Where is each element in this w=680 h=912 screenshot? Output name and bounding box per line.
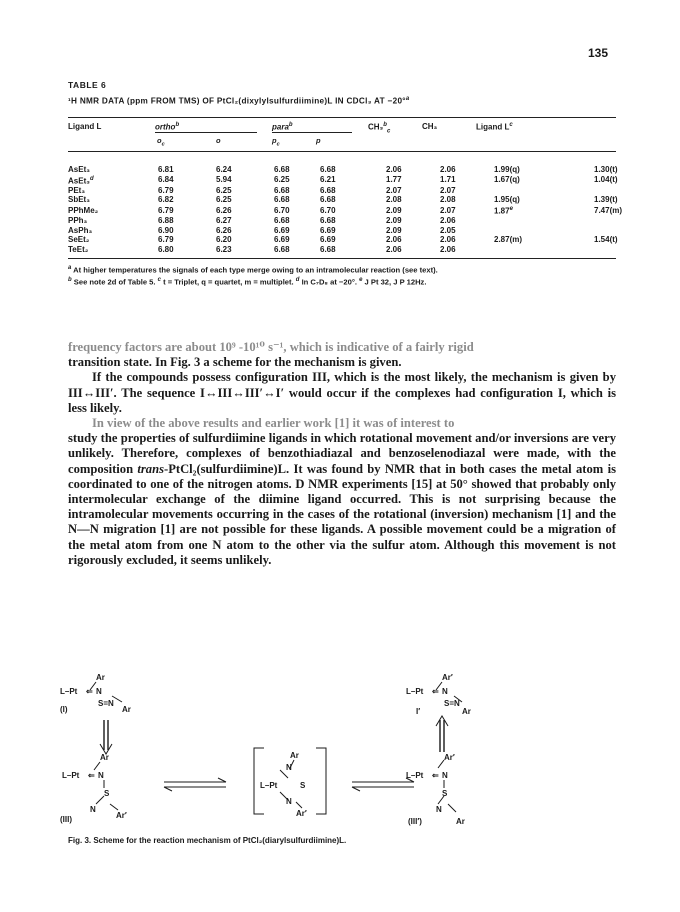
cell-ligand-value: AsPh₃ [68, 225, 93, 235]
subheader-p: p [316, 136, 321, 145]
cell-pc [274, 165, 320, 175]
cell-l1-value: 1.87 [494, 206, 510, 216]
cell-ch3c [386, 226, 440, 236]
scheme-Iprime-lpt: L–Pt [406, 687, 424, 696]
cell-ch3c-value: 2.09 [386, 225, 402, 235]
cell-ch3c [386, 216, 440, 226]
footnote-e-text: J Pt 32, J P 12Hz. [362, 277, 427, 287]
cell-oc-value: 6.82 [158, 195, 174, 205]
header-ch3c [368, 122, 390, 134]
body-text [68, 340, 616, 568]
footnote-b-sup: b [68, 277, 72, 283]
cell-ch3-value: 2.06 [440, 235, 456, 245]
cell-p [320, 216, 386, 226]
footnote-b-text: See note 2d of Table 5. [71, 277, 158, 287]
table-row [68, 235, 622, 245]
cell-ch3 [440, 226, 494, 236]
table-label: TABLE 6 [68, 80, 107, 90]
cell-ch3c [386, 165, 440, 175]
cell-pc-value: 6.68 [274, 195, 290, 205]
cell-ligand-value: SbEt₃ [68, 195, 90, 205]
reaction-scheme [52, 668, 632, 828]
cell-l1 [494, 175, 594, 186]
scheme-III-s: S [104, 789, 110, 798]
cell-l2-value: 1.54(t) [594, 235, 618, 245]
cell-ch3 [440, 195, 494, 205]
cell-pc-value: 6.68 [274, 245, 290, 255]
eq-arrow-top-head [218, 778, 226, 782]
cell-o-value: 6.25 [216, 195, 232, 205]
cell-l2-value: 1.39(t) [594, 195, 618, 205]
cell-ch3-value: 2.05 [440, 225, 456, 235]
cell-ch3-value: 2.06 [440, 216, 456, 226]
cell-ch3c [386, 235, 440, 245]
cell-o [216, 235, 274, 245]
cell-o [216, 195, 274, 205]
footnote-d-sup: d [295, 277, 300, 283]
scheme-III-n: N [98, 771, 104, 780]
cell-p [320, 195, 386, 205]
cell-p-value: 6.68 [320, 195, 336, 205]
scheme-Iprime-sn: S=N [444, 699, 460, 708]
arrow-up-head [436, 716, 448, 726]
cell-ligand-value: SeEt₂ [68, 235, 90, 245]
ligand-sup: d [89, 175, 94, 182]
scheme-Iprime-ar-top: Ar′ [442, 673, 453, 682]
cell-p-value: 6.68 [320, 185, 336, 195]
table-header-rule [68, 151, 616, 152]
cell-ch3 [440, 165, 494, 175]
cell-oc-value: 6.81 [158, 165, 174, 174]
cell-l2 [594, 186, 622, 196]
scheme-I-sn: S=N [98, 699, 114, 708]
paragraph-3-b: -PtCl₂(sulfurdiimine)L. It was found by NMR that in both cases the metal atom is coordinated to one of the nitrogen atoms. D NMR experiments [15] at 50° showed that probably only intermolecular exchange of the diimine ligand occurred. This is not surprising because the intramolecular movements occurring in the cases of the rotational (inversion) mechanism [1] and the N—N migration [1] are not possible for these ligands. A possible movement could be a migration of the metal atom from one N atom to the other via the sulfur atom. Although this movement is not rigorously excluded, it seems unlikely. [68, 461, 616, 567]
bond [96, 796, 104, 804]
cell-oc [158, 216, 216, 226]
cell-l2 [594, 165, 622, 175]
cell-ligand [68, 245, 158, 255]
cell-ch3-value: 2.07 [440, 205, 456, 215]
cell-ligand [68, 216, 158, 226]
cell-oc-value: 6.90 [158, 225, 174, 235]
header-ligandl [476, 122, 513, 132]
scheme-ts-n: N [286, 763, 292, 772]
cell-p [320, 245, 386, 255]
footnote-c-sup: c [157, 277, 161, 283]
cell-l1 [494, 165, 594, 175]
scheme-IIIprime-ar-top: Ar′ [444, 753, 455, 762]
scheme-I-ar-top: Ar [96, 673, 105, 682]
table-title-sup: a [405, 96, 410, 102]
cell-ch3c [386, 195, 440, 205]
cell-p-value: 6.70 [320, 205, 336, 215]
table-row [68, 205, 622, 216]
cell-p [320, 205, 386, 216]
table-title-text: ¹H NMR DATA (ppm FROM TMS) OF PtCl₂(dixylylsulfurdiimine)L IN CDCl₃ AT −20° [68, 96, 406, 106]
header-ligandl-sup: c [509, 122, 513, 128]
header-ortho-sup: b [175, 122, 180, 128]
subheader-oc-sub: c [161, 141, 165, 148]
header-ortho [155, 122, 179, 132]
scheme-label-I: (I) [60, 705, 68, 714]
scheme-ts-n2: N [286, 797, 292, 806]
header-ch3c-sup: b [383, 122, 387, 128]
cell-ligand-value: PPhMe₂ [68, 205, 99, 215]
scheme-I-ar-bottom: Ar [122, 705, 131, 714]
cell-o-value: 6.27 [216, 216, 232, 226]
cell-oc [158, 175, 216, 186]
paragraph-3-italic: trans [137, 461, 164, 476]
cell-ch3 [440, 216, 494, 226]
figure-caption: Fig. 3. Scheme for the reaction mechanism of PtCl₂(diarylsulfurdiimine)L. [68, 836, 347, 845]
scheme-IIIprime-lpt: L–Pt [406, 771, 424, 780]
cell-ch3c-value: 2.08 [386, 195, 402, 205]
cell-l1-value: 1.99(q) [494, 165, 520, 174]
faint-line-1: frequency factors are about 10⁹ -10¹⁰ s⁻¹, which is indicative of a fairly rigid [68, 340, 474, 354]
scheme-Iprime-ar-bottom: Ar [462, 707, 471, 716]
cell-ch3-value: 2.08 [440, 195, 456, 205]
cell-ch3c-value: 2.06 [386, 245, 402, 255]
cell-ligand-value: AsEt₃ [68, 176, 90, 186]
cell-pc-value: 6.69 [274, 235, 290, 245]
bond [110, 804, 118, 810]
cell-l1 [494, 205, 594, 216]
right-bracket [316, 748, 326, 814]
cell-oc-value: 6.80 [158, 245, 174, 255]
cell-ligand [68, 226, 158, 236]
cell-l1-value: 1.95(q) [494, 195, 520, 205]
cell-p-value: 6.69 [320, 235, 336, 245]
cell-l1 [494, 216, 594, 226]
cell-l2 [594, 175, 622, 186]
cell-o-value: 6.26 [216, 205, 232, 215]
header-para-sup: b [288, 122, 293, 128]
scheme-IIIprime-eq: ⇐ [432, 771, 439, 780]
cell-p [320, 226, 386, 236]
table-bottom-rule [68, 258, 616, 259]
cell-oc-value: 6.79 [158, 205, 174, 215]
scheme-III-lpt: L–Pt [62, 771, 80, 780]
cell-pc [274, 226, 320, 236]
cell-ch3-value: 2.07 [440, 185, 456, 195]
cell-oc [158, 186, 216, 196]
cell-o-value: 6.25 [216, 185, 232, 195]
subheader-pc-text: p [272, 136, 277, 145]
cell-pc [274, 195, 320, 205]
subheader-oc-text: o [157, 136, 162, 145]
cell-oc [158, 165, 216, 175]
subheader-pc-sub: c [276, 141, 280, 148]
cell-ch3c-value: 2.09 [386, 216, 402, 226]
paragraph-2: If the compounds possess configuration III, which is the most likely, the mechanism is given by III↔III′. The sequence I↔III↔III′↔I′ would occur if the complexes had configuration I, which is less likely. [68, 370, 616, 415]
cell-ch3 [440, 186, 494, 196]
cell-oc [158, 226, 216, 236]
header-para-text: para [272, 122, 289, 132]
scheme-label-IIIprime: (III′) [408, 817, 422, 826]
faint-line-2: In view of the above results and earlier work [1] it was of interest to [92, 416, 455, 431]
cell-ch3c [386, 186, 440, 196]
cell-o-value: 6.24 [216, 165, 232, 174]
cell-l2 [594, 205, 622, 216]
cell-pc [274, 245, 320, 255]
table-row [68, 245, 622, 255]
scheme-IIIprime-n2: N [436, 805, 442, 814]
cell-oc-value: 6.79 [158, 185, 174, 195]
scheme-III-ar-bottom: Ar′ [116, 811, 127, 820]
table-title [68, 96, 410, 106]
cell-l2-value: 7.47(m) [594, 205, 623, 215]
cell-o [216, 205, 274, 216]
cell-oc-value: 6.79 [158, 235, 174, 245]
scheme-ts-s: S [300, 781, 306, 790]
cell-p [320, 235, 386, 245]
footnote-a-text: At higher temperatures the signals of each type merge owing to an intramolecular reaction (see text). [71, 265, 438, 275]
cell-ligand [68, 175, 158, 186]
cell-pc [274, 205, 320, 216]
cell-ch3c-value: 2.07 [386, 185, 402, 195]
cell-p [320, 186, 386, 196]
cell-pc-value: 6.68 [274, 165, 290, 174]
cell-p-value: 6.68 [320, 216, 336, 226]
cell-l2 [594, 245, 622, 255]
page-number: 135 [587, 46, 608, 60]
header-ch3c-sub: c [386, 128, 391, 135]
cell-l1-value: 1.67(q) [494, 175, 520, 185]
scheme-ts-ar-top: Ar [290, 751, 299, 760]
cell-pc-value: 6.70 [274, 205, 290, 215]
cell-o-value: 5.94 [216, 175, 232, 185]
subheader-oc [157, 136, 165, 148]
cell-oc-value: 6.88 [158, 216, 174, 226]
cell-p-value: 6.21 [320, 175, 336, 185]
cell-l1-value: 2.87(m) [494, 235, 523, 245]
header-ligand: Ligand L [68, 122, 102, 131]
bond [448, 804, 456, 812]
cell-ligand [68, 186, 158, 196]
cell-oc [158, 205, 216, 216]
header-ch3c-text: CH₃ [368, 122, 384, 132]
scheme-I-eq: ⇐ [86, 687, 93, 696]
cell-o [216, 165, 274, 175]
cell-ligand-value: AsEt₃ [68, 165, 90, 174]
cell-ch3c [386, 245, 440, 255]
cell-o [216, 175, 274, 186]
scheme-IIIprime-s: S [442, 789, 448, 798]
cell-o-value: 6.23 [216, 245, 232, 255]
scheme-label-III: (III) [60, 815, 72, 824]
table-row [68, 226, 622, 236]
cell-p [320, 175, 386, 186]
ligandl-sup: e [509, 206, 513, 213]
scheme-ts-ar-bottom: Ar′ [296, 809, 307, 818]
para-rule [272, 132, 352, 133]
cell-ch3 [440, 235, 494, 245]
scheme-III-n2: N [90, 805, 96, 814]
cell-l2-value: 1.04(t) [594, 175, 618, 185]
header-ligandl-text: Ligand L [476, 122, 510, 132]
cell-ligand [68, 235, 158, 245]
table-footnote-b [68, 277, 426, 287]
cell-pc-value: 6.68 [274, 216, 290, 226]
paragraph-3-a: study the properties of sulfurdiimine ligands in which rotational movement and/or inversions are very unlikely. Therefore, complexes of benzothiadiazal and benzoselenodiazal were made, with the composition [68, 431, 616, 476]
cell-ligand-value: PPh₃ [68, 216, 88, 226]
cell-o [216, 216, 274, 226]
ortho-rule [155, 132, 257, 133]
cell-l1 [494, 195, 594, 205]
cell-p-value: 6.68 [320, 245, 336, 255]
eq-arrow-bottom-head [164, 787, 172, 791]
cell-l1 [494, 186, 594, 196]
scheme-label-Iprime: I′ [416, 707, 421, 716]
table-row [68, 175, 622, 186]
cell-ch3c [386, 175, 440, 186]
cell-o [216, 186, 274, 196]
cell-l1 [494, 245, 594, 255]
cell-ligand-value: TeEt₂ [68, 245, 89, 255]
table-row [68, 216, 622, 226]
cell-oc [158, 195, 216, 205]
cell-o-value: 6.20 [216, 235, 232, 245]
cell-pc [274, 216, 320, 226]
scheme-ts-lpt: L–Pt [260, 781, 278, 790]
table-row [68, 195, 622, 205]
cell-p [320, 165, 386, 175]
table-row [68, 186, 622, 196]
cell-pc-value: 6.69 [274, 225, 290, 235]
scheme-Iprime-eq: ⇐ [432, 687, 439, 696]
table-footnote-a [68, 265, 438, 275]
nmr-data-table [68, 165, 622, 255]
cell-ch3 [440, 205, 494, 216]
cell-p-value: 6.69 [320, 225, 336, 235]
header-para [272, 122, 293, 132]
cell-ch3 [440, 245, 494, 255]
bond [296, 802, 302, 808]
cell-l2 [594, 195, 622, 205]
cell-pc [274, 175, 320, 186]
cell-pc-value: 6.25 [274, 175, 290, 185]
cell-p-value: 6.68 [320, 165, 336, 174]
cell-ch3c-value: 2.06 [386, 165, 402, 174]
cell-ch3-value: 1.71 [440, 175, 456, 185]
cell-ligand [68, 195, 158, 205]
paragraph-1-end: transition state. In Fig. 3 a scheme for the mechanism is given. [68, 355, 402, 370]
scheme-III-ar-top: Ar [100, 753, 109, 762]
cell-ligand [68, 205, 158, 216]
scheme-III-eq: ⇐ [88, 771, 95, 780]
cell-ch3c [386, 205, 440, 216]
scheme-I-lpt: L–Pt [60, 687, 78, 696]
scheme-IIIprime-n: N [442, 771, 448, 780]
cell-pc-value: 6.68 [274, 185, 290, 195]
cell-oc [158, 245, 216, 255]
cell-o [216, 245, 274, 255]
subheader-o: o [216, 136, 221, 145]
paragraph-3 [68, 431, 616, 568]
cell-ch3c-value: 1.77 [386, 175, 402, 185]
cell-l2 [594, 235, 622, 245]
cell-o-value: 6.26 [216, 225, 232, 235]
header-ch3: CH₃ [422, 122, 438, 131]
table-top-rule [68, 117, 616, 118]
cell-ch3c-value: 2.09 [386, 205, 402, 215]
eq-arrow-bottom-2-head [352, 787, 360, 791]
cell-o [216, 226, 274, 236]
cell-l2 [594, 226, 622, 236]
subheader-pc [272, 136, 280, 148]
cell-ligand-value: PEt₃ [68, 185, 86, 195]
cell-l2 [594, 216, 622, 226]
cell-ligand [68, 165, 158, 175]
cell-oc-value: 6.84 [158, 175, 174, 185]
cell-ch3 [440, 175, 494, 186]
cell-ch3c-value: 2.06 [386, 235, 402, 245]
cell-l2-value: 1.30(t) [594, 165, 618, 174]
scheme-Iprime-n: N [442, 687, 448, 696]
cell-pc [274, 235, 320, 245]
scheme-I-n: N [96, 687, 102, 696]
bond [94, 762, 100, 770]
cell-ch3-value: 2.06 [440, 165, 456, 174]
cell-oc [158, 235, 216, 245]
cell-l1 [494, 235, 594, 245]
footnote-e-sup: e [359, 277, 363, 283]
header-ortho-text: ortho [155, 122, 176, 132]
table-row [68, 165, 622, 175]
cell-ch3-value: 2.06 [440, 245, 456, 255]
cell-l1 [494, 226, 594, 236]
footnote-a-sup: a [68, 265, 72, 271]
footnote-c-text: t = Triplet, q = quartet, m = multiplet. [160, 277, 296, 287]
footnote-d-text: In C₇D₈ at −20°. [299, 277, 360, 287]
scheme-IIIprime-ar-bottom: Ar [456, 817, 465, 826]
cell-pc [274, 186, 320, 196]
